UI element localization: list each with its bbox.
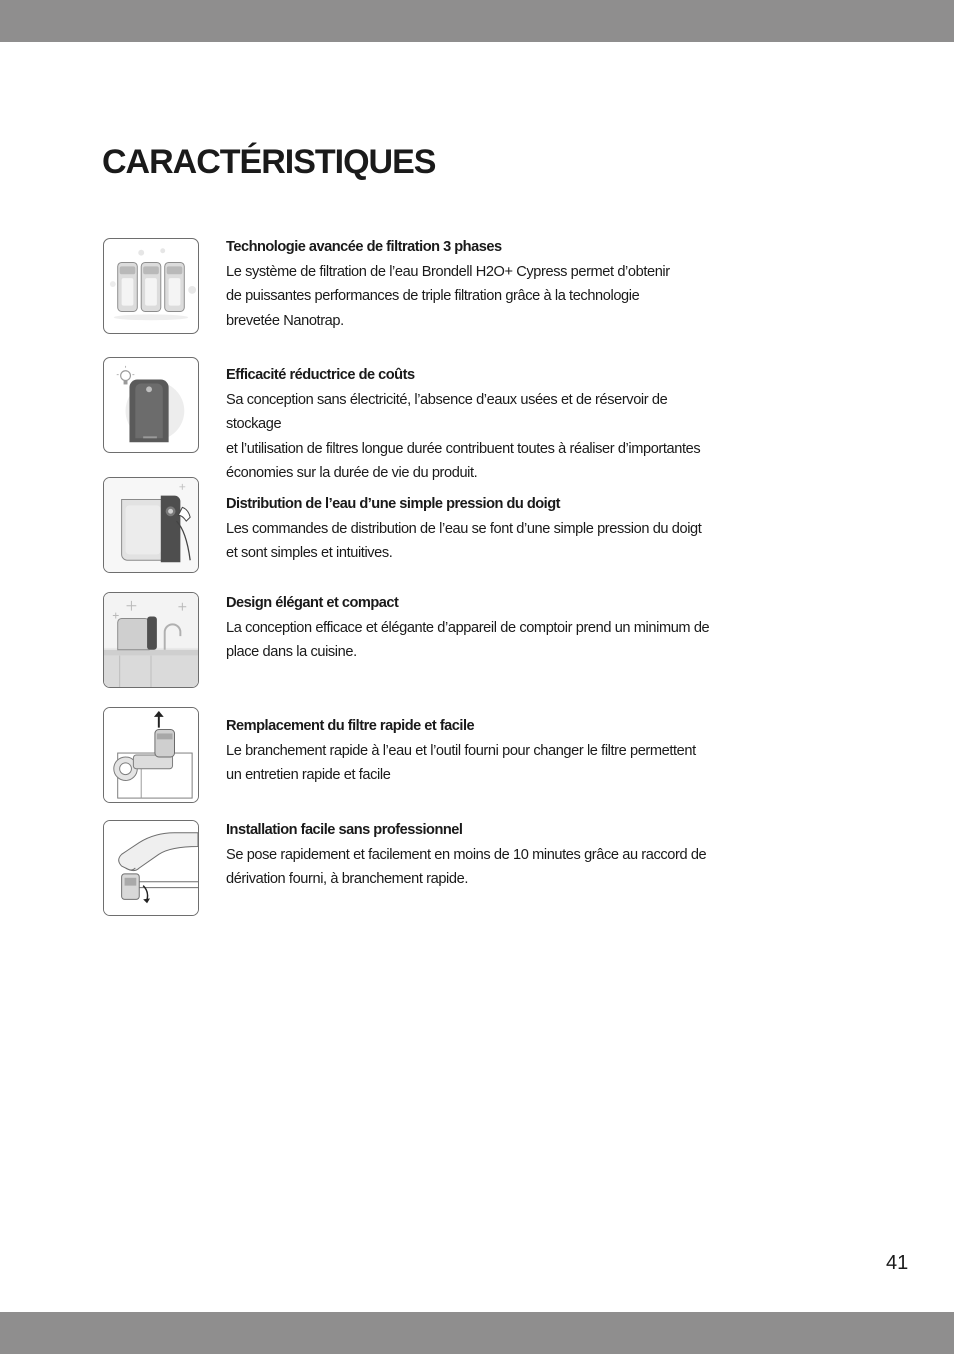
feature-title: Design élégant et compact — [226, 595, 399, 611]
filter-replacement-icon — [103, 707, 199, 803]
page-title: CARACTÉRISTIQUES — [102, 143, 436, 181]
feature-description: La conception efficace et élégante d’appareil de comptoir prend un minimum de place dans la cuisine. — [226, 619, 710, 660]
feature-title: Remplacement du filtre rapide et facile — [226, 718, 475, 734]
feature-description: Le système de filtration de l’eau Brondell H2O+ Cypress permet d’obtenir de puissantes performances de triple filtration grâce à la technologie brevetée Nanotrap. — [226, 263, 670, 329]
compact-countertop-icon — [103, 592, 199, 688]
filter-cartridges-icon — [103, 238, 199, 334]
feature-title: Efficacité réductrice de coûts — [226, 367, 415, 383]
feature-title: Installation facile sans professionnel — [226, 822, 463, 838]
push-dispense-icon — [103, 477, 199, 573]
feature-description: Le branchement rapide à l’eau et l’outil fourni pour changer le filtre permettent un entretien rapide et facile — [226, 742, 696, 783]
faucet-diverter-icon — [103, 820, 199, 916]
page-number: 41 — [886, 1252, 909, 1274]
energy-saving-purifier-icon — [103, 357, 199, 453]
header-bar — [0, 0, 954, 42]
feature-description: Sa conception sans électricité, l’absence d’eaux usées et de réservoir de stockage et l’utilisation de filtres longue durée contribuent toutes à réaliser d’importantes économies sur la durée de vie du produit. — [226, 391, 701, 481]
footer-bar — [0, 1312, 954, 1354]
feature-description: Les commandes de distribution de l’eau se font d’une simple pression du doigt et sont simples et intuitives. — [226, 520, 702, 561]
feature-title: Technologie avancée de filtration 3 phases — [226, 239, 502, 255]
feature-description: Se pose rapidement et facilement en moins de 10 minutes grâce au raccord de dérivation fourni, à branchement rapide. — [226, 846, 707, 887]
feature-title: Distribution de l’eau d’une simple pression du doigt — [226, 496, 561, 512]
